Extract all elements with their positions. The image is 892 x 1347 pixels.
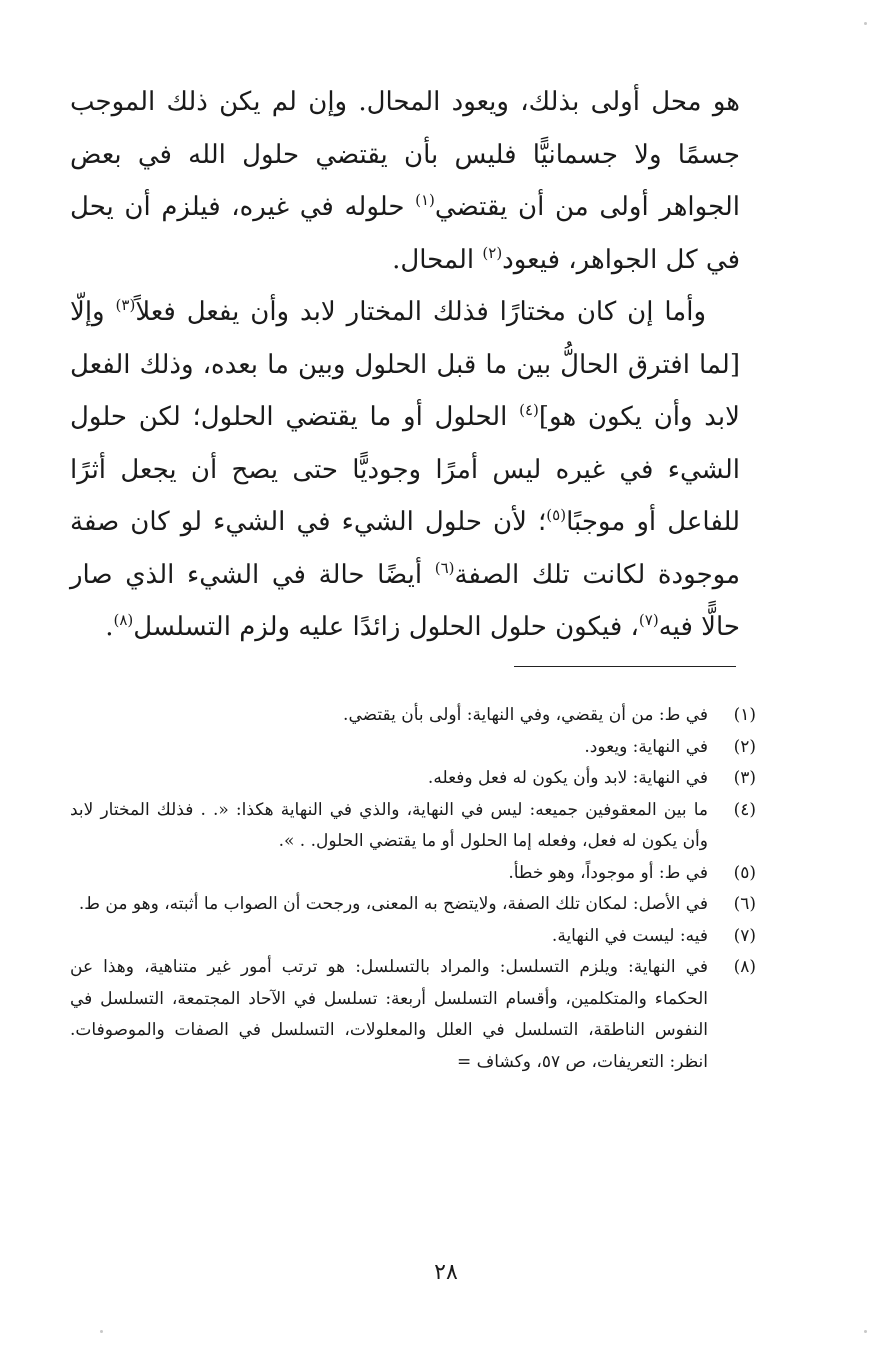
footnote-ref-5[interactable]: (٥) (546, 506, 567, 524)
scan-speck (864, 1330, 867, 1333)
page-number: ٢٨ (434, 1260, 458, 1285)
footnote-8 (70, 952, 756, 1078)
footnote-text: في النهاية: ويلزم التسلسل: والمراد بالتسلسل: هو ترتب أمور غير متناهية، وهذا عن الحكماء والمتكلمين، وأقسام التسلسل أربعة: تسلسل في الآحاد المجتمعة، التسلسل في النفوس الناطقة، التسلسل في العلل والمعلولات، التسلسل في الصفات والموصوفات. انظر: التعريفات، ص ٥٧، وكشاف = (70, 957, 708, 1072)
footnote-number: (٨) (733, 957, 756, 977)
footnote-text: في ط: أو موجوداً، وهو خطأ. (508, 862, 708, 883)
footnote-text: في النهاية: لابد وأن يكون له فعل وفعله. (427, 768, 708, 788)
footnote-number: (٥) (733, 862, 756, 883)
scan-speck (100, 1330, 103, 1333)
footnote-text: في الأصل: لمكان تلك الصفة، ولايتضح به المعنى، ورجحت أن الصواب ما أثبته، وهو من ط. (78, 894, 708, 914)
paragraph-1: هو محل أولى بذلك، ويعود المحال. وإن لم يكن ذلك الموجب جسمًا ولا جسمانيًّا فليس بأن يقتضي حلول الله في بعض الجواهر أولى من أن يقتضي$^{(١)}$ حلوله في غيره، فيلزم أن يحل في كل الجواهر، فيعود$^{(٢)}$ المحال. (70, 87, 740, 275)
footnote-ref-1[interactable]: (١) (415, 191, 435, 209)
footnote-ref-8[interactable]: (٨) (113, 611, 134, 629)
footnote-number: (٤) (733, 799, 756, 820)
footnote-4 (70, 795, 756, 858)
footnote-text: ما بين المعقوفين جميعه: ليس في النهاية، والذي في النهاية هكذا: «. . فذلك المختار لابد وأن يكون له فعل، وفعله إما الحلول أو ما يقتضي الحلول. . ». (70, 799, 708, 851)
footnote-1 (70, 700, 756, 732)
footnote-ref-4[interactable]: (٤) (519, 401, 539, 419)
footnote-5 (70, 858, 756, 890)
paragraph-2: وأما إن كان مختارًا فذلك المختار لابد وأن يفعل فعلاً$^{(٣)}$ وإلّا [لما افترق الحالُّ بين ما قبل الحلول وبين ما بعده، وذلك الفعل لابد وأن يكون هو]$^{(٤)}$ الحلول أو ما يقتضي الحلول؛ لكن حلول الشيء في غيره ليس أمرًا وجوديًّا حتى يصح أن يجعل أثرًا للفاعل أو موجبًا$^{(٥)}$؛ لأن حلول الشيء في الشيء لو كان صفة موجودة لكانت تلك الصفة$^{(٦)}$ أيضًا حالة في الشيء الذي صار حالًّا فيه$^{(٧)}$، فيكون حلول الحلول زائدًا عليه ولزم التسلسل$^{(٨)}$. (70, 296, 740, 642)
footnote-text: في ط: من أن يقضي، وفي النهاية: أولى بأن يقتضي. (343, 705, 708, 725)
footnote-number: (١) (733, 705, 756, 725)
footnote-7 (70, 921, 756, 953)
footnote-2 (70, 732, 756, 764)
footnote-text: في النهاية: ويعود. (584, 736, 708, 757)
footnote-number: (٦) (733, 894, 756, 914)
footnote-number: (٧) (733, 925, 756, 946)
footnote-text: فيه: ليست في النهاية. (551, 925, 708, 946)
footnote-ref-7[interactable]: (٧) (638, 611, 659, 629)
footnote-number: (٣) (733, 768, 756, 788)
footnote-ref-3[interactable]: (٣) (115, 296, 136, 314)
footnote-ref-2[interactable]: (٢) (482, 243, 503, 262)
footnote-6 (70, 889, 756, 921)
main-text (70, 76, 740, 654)
scan-speck (864, 22, 867, 25)
footnote-ref-6[interactable]: (٦) (434, 558, 455, 577)
footnote-3 (70, 763, 756, 795)
footnote-number: (٢) (733, 736, 756, 757)
footnote-divider (514, 666, 736, 667)
footnotes (70, 700, 756, 1078)
